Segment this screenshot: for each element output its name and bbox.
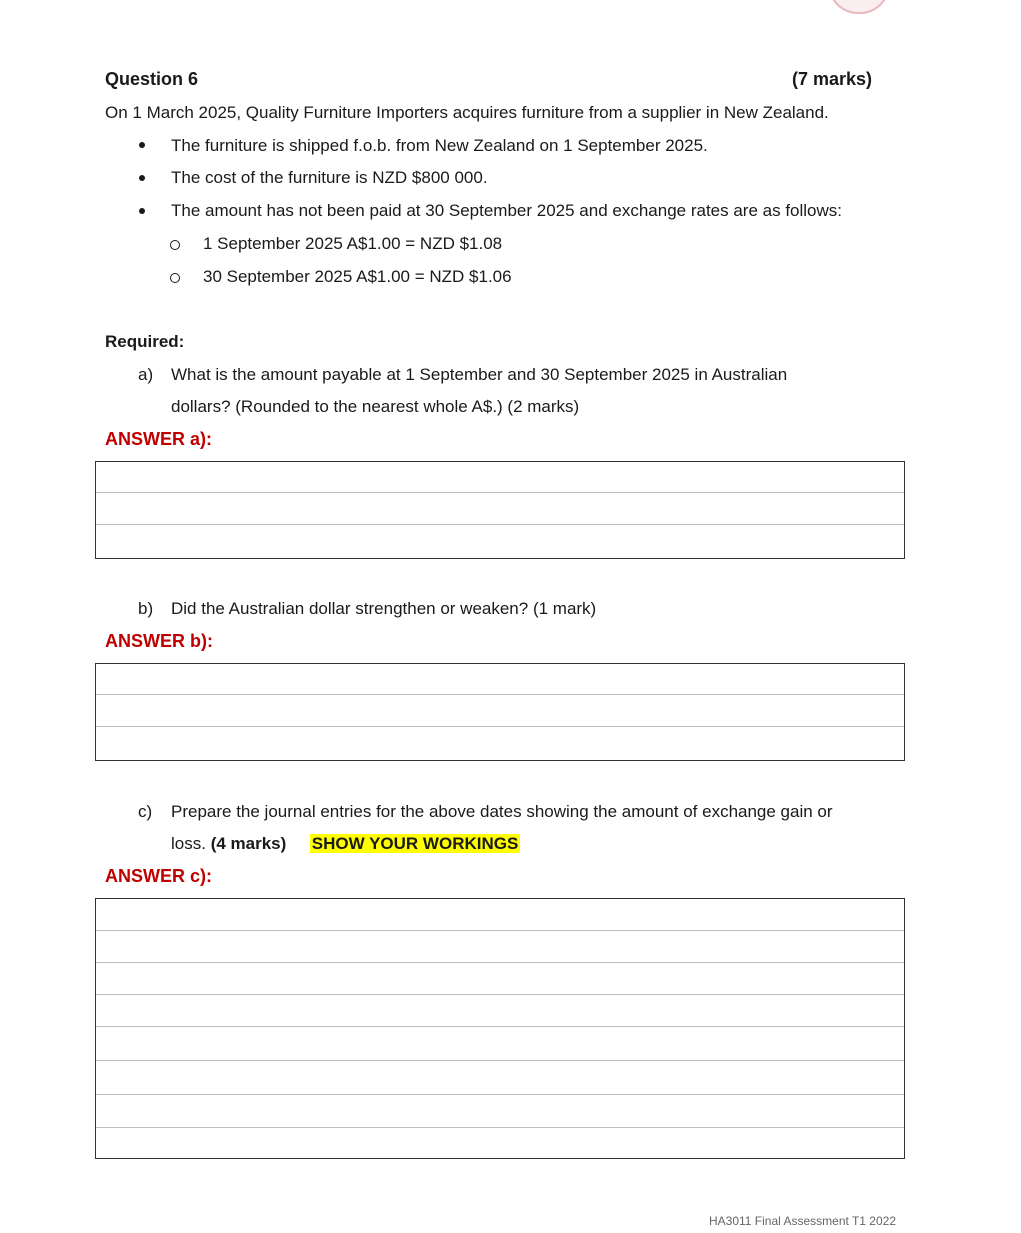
bullet-text: The amount has not been paid at 30 September 2025 and exchange rates are as follows:: [171, 201, 843, 220]
answer-box-rule: [96, 524, 904, 525]
part-c-marks: (4 marks): [210, 834, 287, 853]
bullet-text: The cost of the furniture is NZD $800 000.: [171, 168, 488, 187]
answer-box-rule: [96, 1127, 904, 1128]
answer-c-label: ANSWER c):: [105, 866, 212, 886]
bullet-icon: [139, 208, 145, 214]
answer-box-rule: [96, 726, 904, 727]
part-c-question-line2: [171, 834, 520, 854]
part-b-letter: b): [138, 599, 154, 618]
hollow-bullet-icon: [170, 273, 180, 283]
part-b-question: Did the Australian dollar strengthen or weaken? (1 mark): [171, 599, 597, 618]
university-logo-fragment: [828, 0, 890, 14]
exchange-rate-1: 1 September 2025 A$1.00 = NZD $1.08: [203, 234, 503, 253]
answer-box-rule: [96, 1026, 904, 1027]
answer-b-label: ANSWER b):: [105, 631, 213, 651]
answer-box-rule: [96, 1094, 904, 1095]
answer-a-label: ANSWER a):: [105, 429, 212, 449]
answer-box-rule: [96, 930, 904, 931]
answer-box-rule: [96, 1060, 904, 1061]
answer-box-rule: [96, 694, 904, 695]
part-c-letter: c): [138, 802, 153, 821]
question-marks: (7 marks): [791, 69, 872, 89]
question-title: Question 6: [105, 69, 199, 89]
part-c-question-line1: Prepare the journal entries for the above dates showing the amount of exchange gain or: [171, 802, 833, 821]
hollow-bullet-icon: [170, 240, 180, 250]
answer-box-rule: [96, 492, 904, 493]
answer-c-box[interactable]: [95, 898, 905, 1159]
answer-box-rule: [96, 962, 904, 963]
exchange-rate-2: 30 September 2025 A$1.00 = NZD $1.06: [203, 267, 512, 286]
part-a-question-line1: What is the amount payable at 1 September and 30 September 2025 in Australian: [171, 365, 788, 384]
part-a-letter: a): [138, 365, 154, 384]
bullet-text: The furniture is shipped f.o.b. from New Zealand on 1 September 2025.: [171, 136, 708, 155]
question-intro: On 1 March 2025, Quality Furniture Importers acquires furniture from a supplier in New Zealand.: [105, 103, 829, 122]
show-workings-highlight: SHOW YOUR WORKINGS: [311, 834, 519, 853]
required-heading: Required:: [105, 332, 185, 351]
bullet-icon: [139, 175, 145, 181]
bullet-icon: [139, 142, 145, 148]
part-c-loss-text: loss.: [171, 834, 206, 853]
answer-b-box[interactable]: [95, 663, 905, 761]
part-a-question-line2: dollars? (Rounded to the nearest whole A$.) (2 marks): [171, 397, 580, 416]
answer-a-box[interactable]: [95, 461, 905, 559]
answer-box-rule: [96, 994, 904, 995]
page-footer: HA3011 Final Assessment T1 2022: [709, 1214, 896, 1228]
